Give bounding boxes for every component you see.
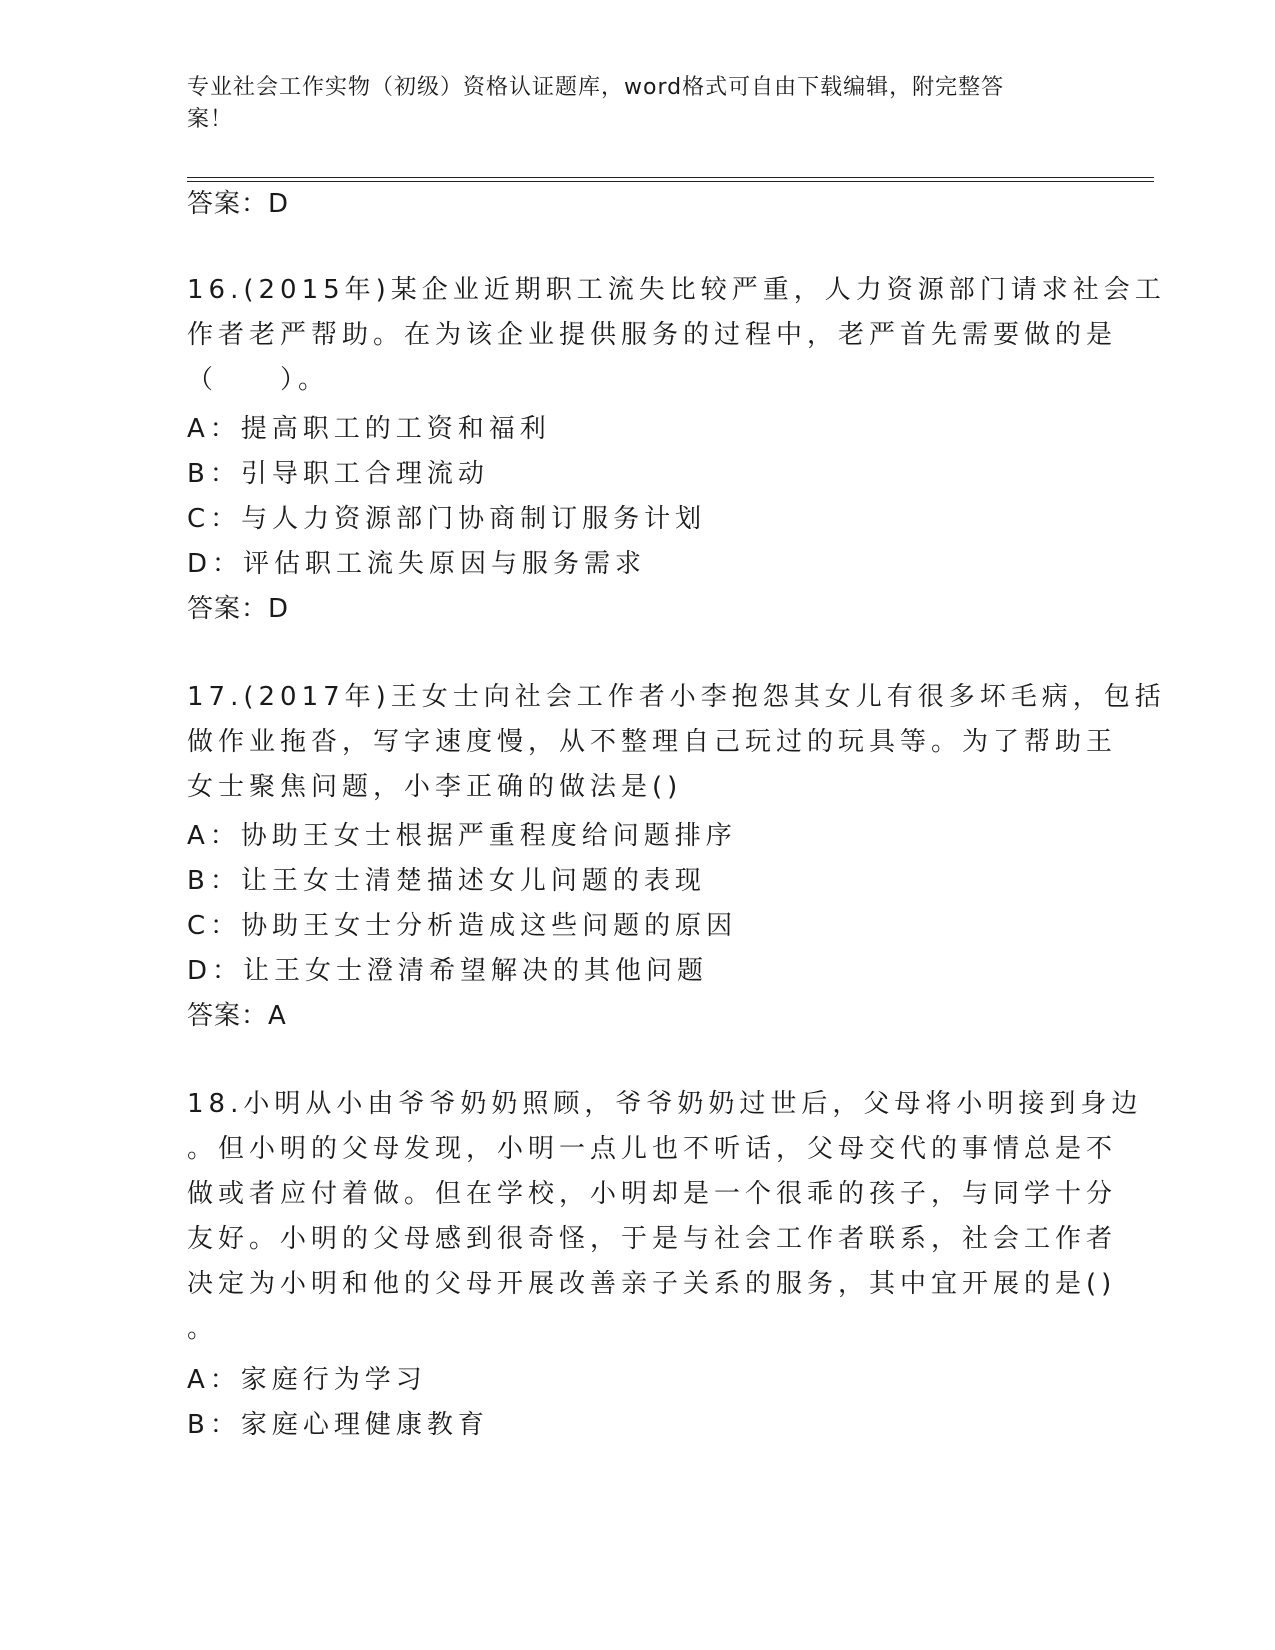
question-16-option-c: C：与人力资源部门协商制订服务计划 <box>187 504 707 534</box>
question-17-answer: 答案：A <box>187 1001 287 1031</box>
question-16-option-a: A：提高职工的工资和福利 <box>187 414 551 444</box>
question-16-stem-line-3: （ ）。 <box>187 365 330 395</box>
question-18-stem-line-2: 。但小明的父母发现，小明一点儿也不听话，父母交代的事情总是不 <box>187 1134 1118 1164</box>
question-17-option-c: C：协助王女士分析造成这些问题的原因 <box>187 911 738 941</box>
question-16-option-b: B：引导职工合理流动 <box>187 459 489 489</box>
question-18-option-b: B：家庭心理健康教育 <box>187 1410 489 1440</box>
question-17-option-b: B：让王女士清楚描述女儿问题的表现 <box>187 866 706 896</box>
question-16-stem <box>187 268 1166 403</box>
header-line-1: 专业社会工作实物（初级）资格认证题库，word格式可自由下载编辑，附完整答 <box>187 75 1005 100</box>
question-18-stem <box>187 1082 1143 1352</box>
question-17-stem-line-1: 17.(2017年)王女士向社会工作者小李抱怨其女儿有很多坏毛病，包括 <box>187 682 1166 712</box>
question-18-option-a: A：家庭行为学习 <box>187 1365 427 1395</box>
question-17-stem-line-3: 女士聚焦问题，小李正确的做法是() <box>187 772 683 802</box>
question-17-stem <box>187 675 1166 810</box>
question-18-stem-line-5: 决定为小明和他的父母开展改善亲子关系的服务，其中宜开展的是() <box>187 1269 1117 1299</box>
page-header <box>187 72 1067 136</box>
question-16-answer: 答案：D <box>187 594 290 624</box>
question-18-stem-line-3: 做或者应付着做。但在学校，小明却是一个很乖的孩子，与同学十分 <box>187 1179 1118 1209</box>
question-16-option-d: D：评估职工流失原因与服务需求 <box>187 549 647 579</box>
question-18-stem-line-4: 友好。小明的父母感到很奇怪，于是与社会工作者联系，社会工作者 <box>187 1224 1118 1254</box>
question-17-stem-line-2: 做作业拖沓，写字速度慢，从不整理自己玩过的玩具等。为了帮助王 <box>187 727 1118 757</box>
header-divider-top <box>187 177 1154 178</box>
question-18-stem-line-1: 18.小明从小由爷爷奶奶照顾，爷爷奶奶过世后，父母将小明接到身边 <box>187 1089 1143 1119</box>
answer-previous: 答案：D <box>187 189 290 219</box>
header-divider-bottom <box>187 181 1154 182</box>
question-18-stem-line-6: 。 <box>187 1314 219 1344</box>
question-17-option-d: D：让王女士澄清希望解决的其他问题 <box>187 956 709 986</box>
header-line-2: 案！ <box>187 107 234 132</box>
question-16-stem-line-2: 作者老严帮助。在为该企业提供服务的过程中，老严首先需要做的是 <box>187 320 1118 350</box>
question-16-stem-line-1: 16.(2015年)某企业近期职工流失比较严重，人力资源部门请求社会工 <box>187 275 1166 305</box>
question-17-option-a: A：协助王女士根据严重程度给问题排序 <box>187 821 737 851</box>
